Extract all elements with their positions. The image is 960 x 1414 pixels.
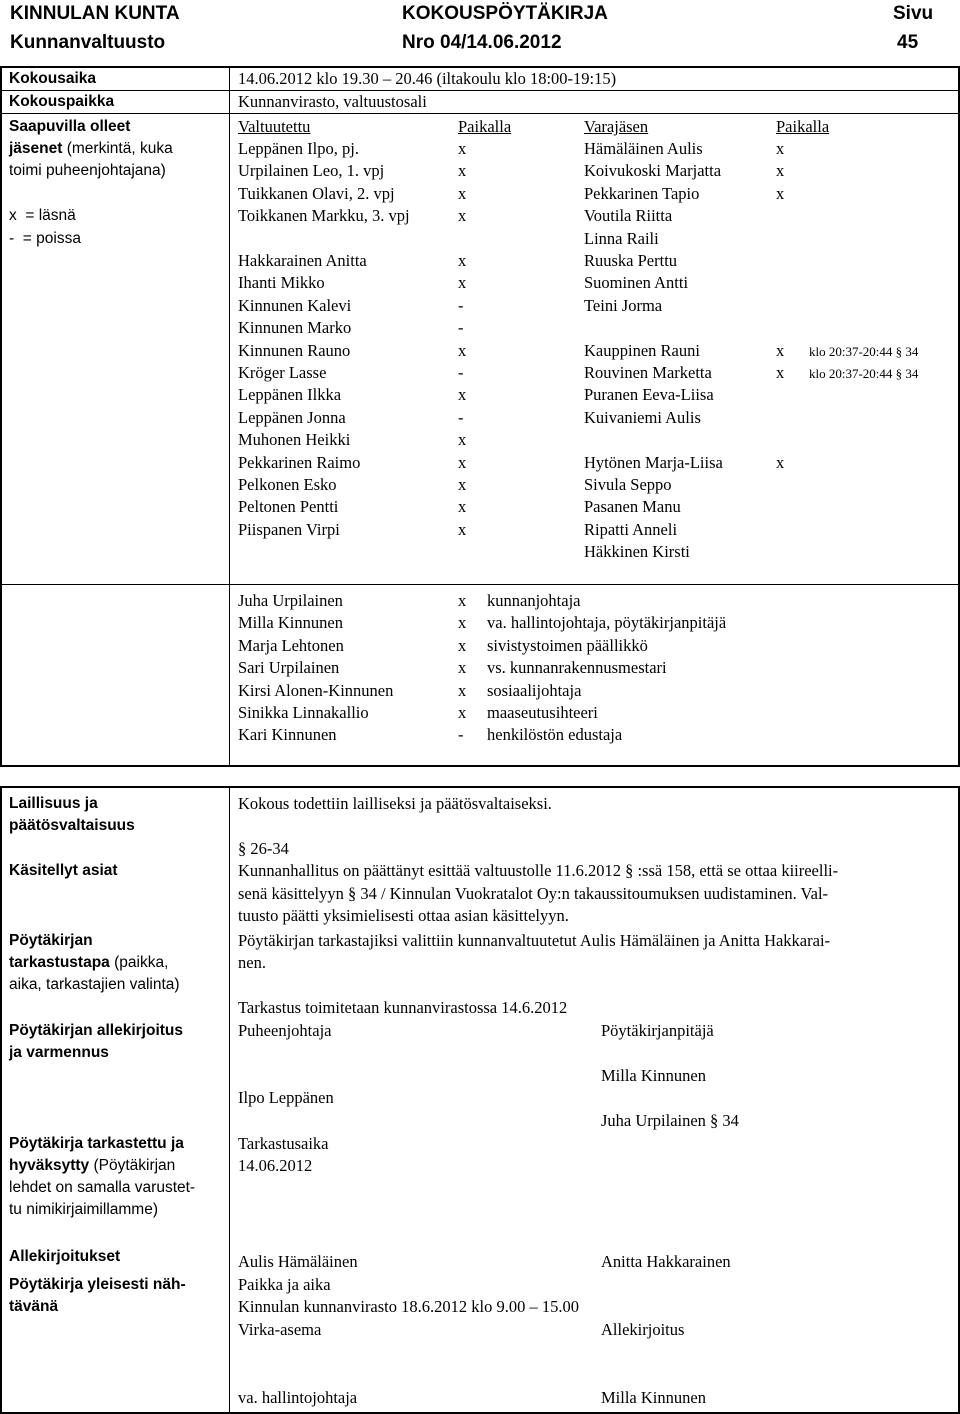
secretary-name: Milla Kinnunen (601, 1066, 706, 1085)
col-header-deputy: Varajäsen (584, 117, 649, 136)
member-name: Leppänen Ilkka (238, 385, 342, 404)
top-table-left (0, 66, 2, 766)
public-label-1: Pöytäkirja yleisesti näh- (9, 1276, 186, 1293)
chair-title: Puheenjohtaja (238, 1021, 332, 1040)
attendee-present-mark: x (458, 658, 467, 677)
member-name: Leppänen Ilpo, pj. (238, 139, 359, 158)
public-place-value: Kinnulan kunnanvirasto 18.6.2012 klo 9.00 – 15.00 (238, 1297, 579, 1316)
check-text-1: Pöytäkirjan tarkastajiksi valittiin kunnanvaltuutetut Aulis Hämäläinen ja Anitta Hakkarai- (238, 931, 831, 950)
secretary-title: Pöytäkirjanpitäjä (601, 1021, 714, 1040)
check-text-2: nen. (238, 953, 266, 972)
legend-present: x = läsnä (9, 207, 76, 224)
attendee-name: Marja Lehtonen (238, 636, 344, 655)
member-present-mark: x (458, 206, 467, 225)
member-name: Pekkarinen Raimo (238, 453, 361, 472)
attendee-role: henkilöstön edustaja (487, 725, 623, 744)
member-present-mark: - (458, 318, 464, 337)
member-name: Kinnunen Marko (238, 318, 352, 337)
signer-1: Aulis Hämäläinen (238, 1252, 358, 1271)
member-name: Urpilainen Leo, 1. vpj (238, 161, 385, 180)
approved-label-4: tu nimikirjaimillamme) (9, 1201, 158, 1218)
member-present-mark: x (458, 475, 467, 494)
member-present-mark: x (458, 251, 467, 270)
member-present-mark: x (458, 385, 467, 404)
member-present-mark: x (458, 139, 467, 158)
member-name: Hakkarainen Anitta (238, 251, 367, 270)
sign-label-2: ja varmennus (9, 1044, 109, 1061)
member-present-mark: - (458, 408, 464, 427)
col-header-present-2: Paikalla (776, 117, 830, 136)
signature-label: Allekirjoitus (601, 1320, 685, 1339)
attendance-label: Saapuvilla olleet (9, 118, 131, 135)
signature-value: Milla Kinnunen (601, 1388, 706, 1407)
chair-name: Ilpo Leppänen (238, 1088, 334, 1107)
deputy-name: Rouvinen Marketta (584, 363, 712, 382)
check-label-2: tarkastustapa (paikka, (9, 954, 169, 971)
attendee-role: sosiaalijohtaja (487, 681, 582, 700)
deputy-name: Voutila Riitta (584, 206, 673, 225)
approved-label-3: lehdet on samalla varustet- (9, 1179, 196, 1196)
member-present-mark: x (458, 161, 467, 180)
approved-label-1: Pöytäkirja tarkastettu ja (9, 1135, 184, 1152)
attendee-name: Milla Kinnunen (238, 613, 343, 632)
items-range: § 26-34 (238, 839, 289, 858)
attendee-role: va. hallintojohtaja, pöytäkirjanpitäjä (487, 613, 727, 632)
member-present-mark: x (458, 273, 467, 292)
row-line-3 (0, 584, 960, 585)
member-present-mark: - (458, 363, 464, 382)
member-name: Tuikkanen Olavi, 2. vpj (238, 184, 395, 203)
attendee-name: Sinikka Linnakallio (238, 703, 369, 722)
attendance-label-line2: jäsenet (merkintä, kuka (9, 140, 173, 157)
deputy-note: klo 20:37-20:44 § 34 (809, 366, 919, 381)
page-label: Sivu (893, 3, 934, 24)
member-present-mark: x (458, 453, 467, 472)
member-present-mark: x (458, 430, 467, 449)
check-label-1: Pöytäkirjan (9, 932, 93, 949)
attendee-name: Kari Kinnunen (238, 725, 337, 744)
deputy-name: Hytönen Marja-Liisa (584, 453, 723, 472)
deputy-name: Pasanen Manu (584, 497, 681, 516)
member-name: Leppänen Jonna (238, 408, 346, 427)
items-label: Käsitellyt asiat (9, 862, 118, 879)
bottom-table-divider (229, 786, 230, 1414)
col-header-present: Paikalla (458, 117, 512, 136)
row-line-2 (0, 113, 960, 114)
legal-label-1: Laillisuus ja (9, 795, 98, 812)
attendee-present-mark: x (458, 613, 467, 632)
member-present-mark: x (458, 184, 467, 203)
deputy-present-mark: x (776, 341, 785, 360)
org-name: KINNULAN KUNTA (10, 3, 180, 24)
deputy-name: Puranen Eeva-Liisa (584, 385, 714, 404)
meeting-time-label: Kokousaika (9, 70, 97, 87)
top-table-border (0, 66, 960, 68)
public-label-2: tävänä (9, 1298, 59, 1315)
col-header-member: Valtuutettu (238, 117, 311, 136)
items-text-3: tuusto päätti yksimielisesti ottaa asian käsittelyyn. (238, 906, 569, 925)
member-name: Pelkonen Esko (238, 475, 337, 494)
sign-label-1: Pöytäkirjan allekirjoitus (9, 1022, 184, 1039)
deputy-name: Suominen Antti (584, 273, 689, 292)
attendee-present-mark: x (458, 591, 467, 610)
deputy-name: Kauppinen Rauni (584, 341, 700, 360)
items-text-2: senä käsittelyyn § 34 / Kinnulan Vuokratalot Oy:n takaussitoumuksen uudistaminen. Val- (238, 884, 829, 903)
check-time-label: Tarkastusaika (238, 1134, 329, 1153)
bottom-table-border (0, 786, 960, 788)
attendee-present-mark: x (458, 703, 467, 722)
legal-text: Kokous todettiin lailliseksi ja päätösvaltaiseksi. (238, 794, 552, 813)
doc-number: Nro 04/14.06.2012 (402, 32, 562, 53)
deputy-name: Teini Jorma (584, 296, 663, 315)
meeting-place-value: Kunnanvirasto, valtuustosali (238, 92, 427, 111)
check-text-3: Tarkastus toimitetaan kunnanvirastossa 14.6.2012 (238, 998, 568, 1017)
member-name: Kinnunen Kalevi (238, 296, 352, 315)
deputy-name: Ripatti Anneli (584, 520, 678, 539)
attendee-present-mark: x (458, 636, 467, 655)
office-label: Virka-asema (238, 1320, 322, 1339)
deputy-name: Ruuska Perttu (584, 251, 678, 270)
signer-2: Anitta Hakkarainen (601, 1252, 731, 1271)
office-value: va. hallintojohtaja (238, 1388, 358, 1407)
deputy-name: Kuivaniemi Aulis (584, 408, 701, 427)
deputy-name: Linna Raili (584, 229, 659, 248)
member-name: Peltonen Pentti (238, 497, 339, 516)
attendee-name: Kirsi Alonen-Kinnunen (238, 681, 394, 700)
doc-type: KOKOUSPÖYTÄKIRJA (402, 3, 608, 24)
attendance-label-line3: toimi puheenjohtajana) (9, 162, 166, 179)
approved-label-2: hyväksytty (Pöytäkirjan (9, 1157, 176, 1174)
legend-absent: - = poissa (9, 230, 81, 247)
member-present-mark: - (458, 296, 464, 315)
attendee-present-mark: - (458, 725, 464, 744)
items-text-1: Kunnanhallitus on päättänyt esittää valtuustolle 11.6.2012 § :ssä 158, että se ottaa kiireelli- (238, 861, 839, 880)
deputy-present-mark: x (776, 184, 785, 203)
check-time-value: 14.06.2012 (238, 1156, 313, 1175)
attendee-role: maaseutusihteeri (487, 703, 598, 722)
meeting-place-label: Kokouspaikka (9, 93, 115, 110)
top-table-bottom (0, 765, 960, 767)
member-present-mark: x (458, 520, 467, 539)
attendee-present-mark: x (458, 681, 467, 700)
member-present-mark: x (458, 341, 467, 360)
row-line-1 (0, 90, 960, 91)
attendee-name: Juha Urpilainen (238, 591, 343, 610)
deputy-present-mark: x (776, 363, 785, 382)
page-number: 45 (897, 32, 919, 53)
attendee-role: vs. kunnanrakennusmestari (487, 658, 667, 677)
legal-label-2: päätösvaltaisuus (9, 817, 135, 834)
deputy-name: Häkkinen Kirsti (584, 542, 690, 561)
secretary-2: Juha Urpilainen § 34 (601, 1111, 739, 1130)
bottom-table-left (0, 786, 2, 1414)
deputy-name: Sivula Seppo (584, 475, 672, 494)
deputy-present-mark: x (776, 161, 785, 180)
member-name: Ihanti Mikko (238, 273, 325, 292)
member-name: Kinnunen Rauno (238, 341, 351, 360)
deputy-name: Koivukoski Marjatta (584, 161, 722, 180)
top-table-divider (229, 66, 230, 766)
member-name: Kröger Lasse (238, 363, 327, 382)
attendee-role: sivistystoimen päällikkö (487, 636, 648, 655)
member-name: Piispanen Virpi (238, 520, 340, 539)
deputy-name: Hämäläinen Aulis (584, 139, 703, 158)
member-name: Toikkanen Markku, 3. vpj (238, 206, 410, 225)
deputy-present-mark: x (776, 139, 785, 158)
body-name: Kunnanvaltuusto (10, 32, 166, 53)
attendee-role: kunnanjohtaja (487, 591, 581, 610)
check-label-3: aika, tarkastajien valinta) (9, 976, 180, 993)
meeting-time-value: 14.06.2012 klo 19.30 – 20.46 (iltakoulu klo 18:00-19:15) (238, 69, 617, 88)
attendee-name: Sari Urpilainen (238, 658, 340, 677)
signatures-label: Allekirjoitukset (9, 1248, 121, 1265)
deputy-name: Pekkarinen Tapio (584, 184, 700, 203)
public-place-label: Paikka ja aika (238, 1275, 331, 1294)
member-name: Muhonen Heikki (238, 430, 351, 449)
member-present-mark: x (458, 497, 467, 516)
deputy-present-mark: x (776, 453, 785, 472)
deputy-note: klo 20:37-20:44 § 34 (809, 344, 919, 359)
